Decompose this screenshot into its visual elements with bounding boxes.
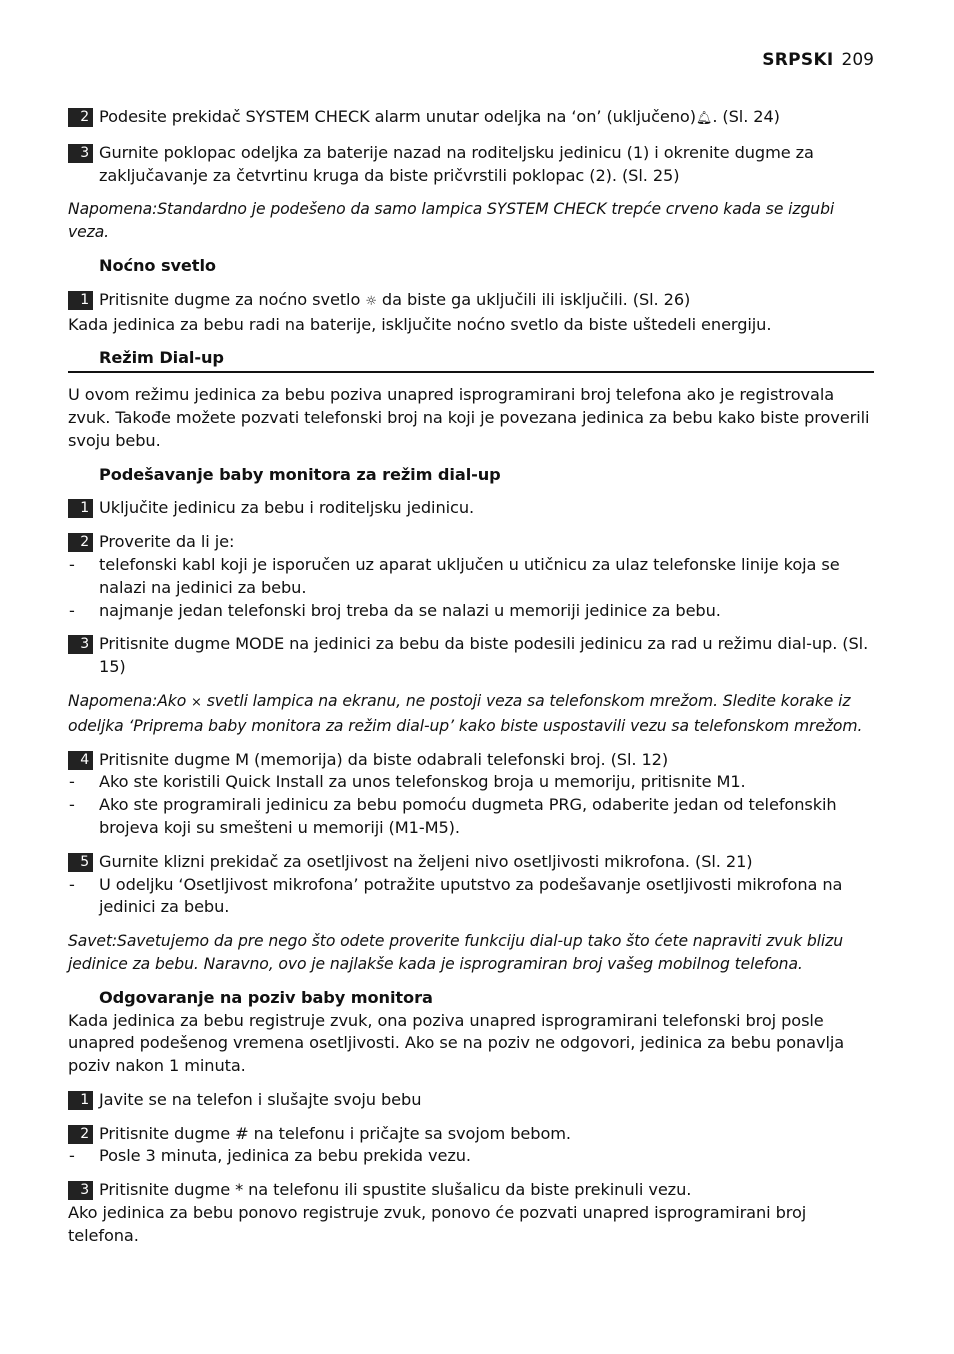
step-1-answer: [68, 1089, 874, 1112]
step-number: 3: [68, 144, 93, 163]
step-3-star: [68, 1179, 874, 1202]
final-paragraph: Ako jedinica za bebu ponovo registruje zvuk, ponovo će pozvati unapred isprogramirani broj telefona.: [68, 1203, 807, 1245]
step-1-switch-on: [68, 497, 874, 520]
step-4-memory: [68, 749, 874, 772]
step-text: Pritisnite dugme MODE na jedinici za bebu da biste podesili jedinicu za rad u režimu dial-up. (Sl. 15): [99, 634, 869, 677]
page-header: [762, 50, 874, 70]
list-item: - telefonski kabl koji je isporučen uz aparat uključen u utičnicu za ulaz telefonske linije koja se nalazi na jedinici za bebu.: [68, 554, 874, 600]
step-2-hash: [68, 1123, 874, 1146]
step-5-sensitivity: [68, 851, 874, 874]
note-no-connection: [68, 690, 874, 738]
step-text: Javite se na telefon i slušajte svoju bebu: [99, 1089, 422, 1109]
dialup-intro-paragraph: U ovom režimu jedinica za bebu poziva unapred isprogramirani broj telefona ako je registrovala zvuk. Takođe možete pozvati telefonski broj na koji je povezana jedinica za bebu kako biste proverili svoju bebu.: [68, 385, 870, 450]
check-list: [68, 554, 874, 622]
step-number: 1: [68, 291, 93, 310]
list-item: - U odeljku ‘Osetljivost mikrofona’ potražite uputstvo za podešavanje osetljivosti mikrofona na jedinici za bebu.: [68, 874, 874, 920]
bell-icon: 🔔︎: [695, 111, 713, 126]
step-number: 4: [68, 751, 93, 770]
step-text: Proverite da li je:: [99, 532, 235, 552]
list-item: - Ako ste programirali jedinicu za bebu pomoću dugmeta PRG, odaberite jedan od telefonskih brojeva koji su smešteni u memoriji (M1-M5).: [68, 794, 874, 840]
note-system-check: Napomena:Standardno je podešeno da samo lampica SYSTEM CHECK trepće crveno kada se izgubi veza.: [68, 200, 835, 242]
step-number: 1: [68, 1091, 93, 1110]
step-number: 2: [68, 108, 93, 127]
page-number: 209: [841, 50, 874, 70]
heading-nocno-svetlo: Noćno svetlo: [99, 255, 216, 275]
sun-icon: ☼: [365, 293, 377, 309]
section-heading-dialup: Režim Dial-up: [68, 347, 874, 373]
note-text: Napomena:Ako: [68, 691, 187, 710]
step-2-check: [68, 531, 874, 554]
list-item: - Ako ste koristili Quick Install za unos telefonskog broja u memoriju, pritisnite M1.: [68, 771, 874, 794]
step-text: Gurnite poklopac odeljka za baterije nazad na roditeljsku jedinicu (1) i okrenite dugme za zaključavanje za četvrtinu kruga da biste pričvrstili poklopac (2). (Sl. 25): [99, 142, 814, 185]
step-number: 1: [68, 499, 93, 518]
step-text: Podesite prekidač SYSTEM CHECK alarm unutar odeljka na ‘on’ (uključeno): [99, 107, 696, 126]
heading-odgovaranje: Odgovaranje na poziv baby monitora: [99, 987, 433, 1007]
answer-paragraph: Kada jedinica za bebu registruje zvuk, ona poziva unapred isprogramirani telefonski broj posle unapred podešenog vremena osetljivosti. Ako se na poziv ne odgovori, jedinica za bebu ponavlja poziv nakon 1 minuta.: [68, 1010, 845, 1076]
step-1-night-light: [68, 289, 874, 314]
step-text-tail: da biste ga uključili ili isključili. (Sl. 26): [376, 289, 691, 309]
step-number: 3: [68, 635, 93, 654]
step-3-battery-cover: [68, 142, 874, 188]
step-number: 5: [68, 853, 93, 872]
step-text: Pritisnite dugme * na telefonu ili spustite slušalicu da biste prekinuli vezu.: [99, 1180, 692, 1200]
step-text: Pritisnite dugme # na telefonu i pričajte sa svojom bebom.: [99, 1123, 571, 1143]
note-text-tail: svetli lampica na ekranu, ne postoji veza sa telefonskom mrežom. Sledite korake iz odeljka ‘Priprema baby monitora za režim dial-up’ kako biste uspostavili vezu sa telefonskom mrežom.: [68, 691, 863, 735]
step-number: 2: [68, 1125, 93, 1144]
language-label: SRPSKI: [762, 50, 834, 70]
memory-list: [68, 771, 874, 839]
step-text: Gurnite klizni prekidač za osetljivost na željeni nivo osetljivosti mikrofona. (Sl. 21): [99, 851, 753, 871]
night-light-paragraph: Kada jedinica za bebu radi na baterije, isključite noćno svetlo da biste uštedeli energiju.: [68, 314, 772, 334]
step-2-system-check: [68, 106, 874, 131]
step-text: Pritisnite dugme M (memorija) da biste odabrali telefonski broj. (Sl. 12): [99, 749, 669, 769]
step-text-tail: . (Sl. 24): [712, 107, 780, 126]
no-signal-icon: ⨯: [191, 694, 202, 710]
hash-list: [68, 1145, 874, 1168]
page-content: [68, 106, 874, 1259]
list-item: - Posle 3 minuta, jedinica za bebu prekida vezu.: [68, 1145, 874, 1168]
tip-note: Savet:Savetujemo da pre nego što odete proverite funkciju dial-up tako što ćete napraviti zvuk blizu jedinice za bebu. Naravno, ovo je najlakše kada je isprogramiran broj vašeg mobilnog telefona.: [68, 932, 843, 973]
step-text: Uključite jedinicu za bebu i roditeljsku jedinicu.: [99, 498, 475, 518]
step-3-mode: [68, 633, 874, 679]
step-text: Pritisnite dugme za noćno svetlo: [99, 289, 361, 309]
heading-podesavanje: Podešavanje baby monitora za režim dial-up: [99, 464, 501, 484]
step-number: 2: [68, 533, 93, 552]
sensitivity-list: [68, 874, 874, 920]
step-number: 3: [68, 1181, 93, 1200]
list-item: - najmanje jedan telefonski broj treba da se nalazi u memoriji jedinice za bebu.: [68, 600, 874, 623]
